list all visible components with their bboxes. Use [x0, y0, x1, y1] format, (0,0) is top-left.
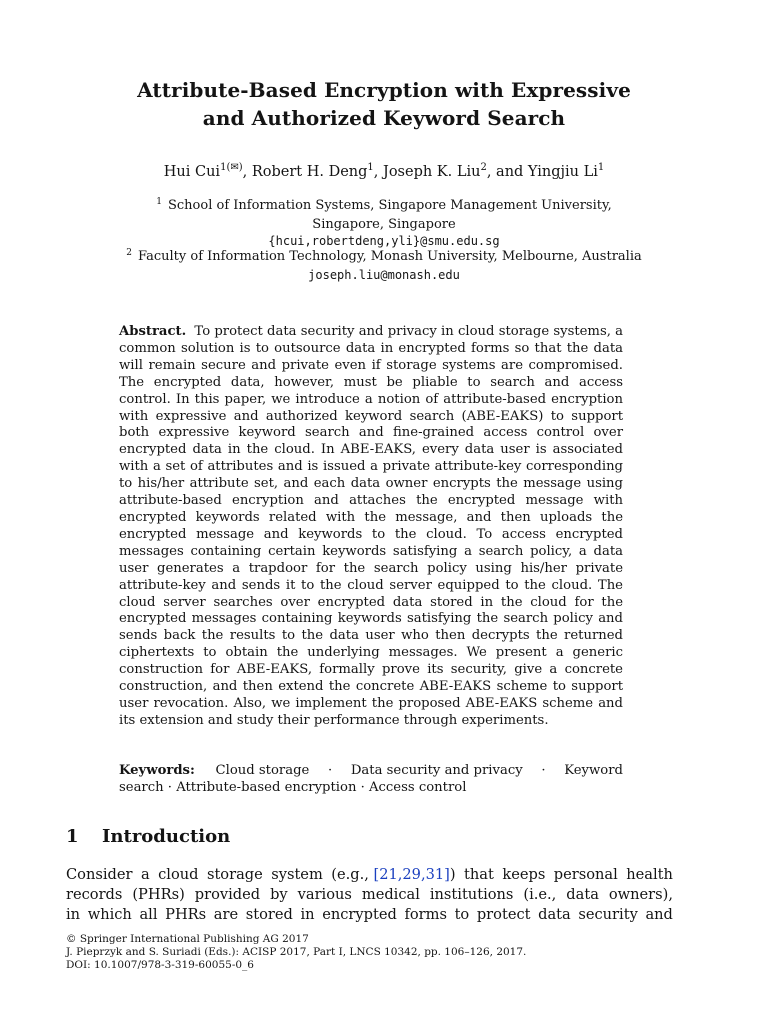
keyword: Cloud storage [215, 763, 310, 778]
author-affiliation-mark: 1 [367, 162, 374, 174]
title-line-1: Attribute-Based Encryption with Expressive [137, 78, 631, 102]
word: records [66, 886, 123, 903]
author-affiliation-mark: 1(✉) [220, 162, 243, 174]
keyword: Keyword [564, 763, 623, 778]
paper-title [60, 76, 708, 132]
word: protect [476, 906, 531, 923]
word: and [645, 906, 673, 923]
abstract-text: To protect data security and privacy in cloud storage systems, a common solution is to outsource data in encrypted forms so that the data will remain secure and private even if storage systems are compromised. The encrypted data, however, must be pliable to search and access control. In this paper, we introduce a notion of attribute-based encryption with expressive and authorized keyword search (ABE-EAKS) to support both expressive keyword search and fine-grained access control over encrypted data in the cloud. In ABE-EAKS, every data user is associated with a set of attributes and is issued a private attribute-key corresponding to his/her attribute set, and each data owner encrypts the message using attribute-based encryption and attaches the encrypted message with encrypted keywords related with the message, and then uploads the encrypted message and keywords to the cloud. To access encrypted messages containing certain keywords satisfying a search policy, a data user generates a trapdoor for the search policy using his/her private attribute-key and sends it to the cloud server equipped to the cloud. The cloud server searches over encrypted data stored in the cloud for the encrypted messages containing keywords satisfying the search policy and sends back the results to the data user who then decrypts the returned ciphertexts to obtain the underlying messages. We present a generic construction for ABE-EAKS, formally prove its security, give a concrete construction, and then extend the concrete ABE-EAKS scheme to support user revocation. Also, we implement the proposed ABE-EAKS scheme and its extension and study their performance through experiments. [119, 324, 623, 728]
word: data [538, 906, 571, 923]
keywords-label: Keywords: [119, 763, 195, 778]
intro-line-3 [66, 905, 673, 925]
author-list [60, 162, 708, 182]
keyword-separator: · [327, 763, 333, 778]
citation-group [331, 865, 455, 885]
author-name: , and Yingjiu Li [486, 164, 598, 180]
word: health [626, 866, 673, 883]
word: provided [194, 886, 261, 903]
word: ) [449, 866, 456, 883]
affiliation-text: Singapore, Singapore [312, 217, 456, 232]
citation-link[interactable]: [21,29,31] [373, 866, 450, 883]
word: Consider [66, 866, 133, 883]
citation-line: J. Pieprzyk and S. Suriadi (Eds.): ACISP 2017, Part I, LNCS 10342, pp. 106–126, 2017. [66, 946, 527, 958]
word: encrypted [322, 906, 397, 923]
word: medical [361, 886, 420, 903]
word: stored [245, 906, 293, 923]
affiliation-number: 1 [156, 197, 162, 207]
word: PHRs [165, 906, 207, 923]
word: a [140, 866, 150, 883]
affiliation-text: Faculty of Information Technology, Monash University, Melbourne, Australia [137, 249, 642, 264]
affiliation-1 [80, 197, 688, 250]
author-affiliation-mark: 2 [480, 162, 487, 174]
copyright-line: © Springer International Publishing AG 2017 [66, 933, 309, 945]
word: owners), [608, 886, 673, 903]
intro-paragraph [66, 865, 673, 925]
keywords-line-1 [119, 762, 623, 779]
word: forms [404, 906, 447, 923]
word: all [139, 906, 158, 923]
keywords [119, 762, 623, 796]
keyword-separator: · [541, 763, 546, 778]
word: in [300, 906, 315, 923]
title-line-2: and Authorized Keyword Search [202, 106, 566, 130]
intro-line-1 [66, 865, 673, 885]
keyword: Data security and privacy [350, 763, 523, 778]
word: keeps [502, 866, 546, 883]
affiliation-text: School of Information Systems, Singapore Management University, [168, 198, 612, 213]
abstract-label: Abstract. [119, 324, 187, 339]
abstract [119, 324, 623, 730]
word: institutions [429, 886, 514, 903]
intro-line-2 [66, 885, 673, 905]
word: various [297, 886, 352, 903]
word: personal [553, 866, 618, 883]
word: storage [206, 866, 263, 883]
word: which [87, 906, 132, 923]
keywords-line-2: search · Attribute-based encryption · Access control [119, 780, 467, 795]
section-title: Introduction [102, 826, 231, 847]
affiliation-number: 2 [126, 248, 132, 258]
word: to [454, 906, 470, 923]
author-name: , Robert H. Deng [242, 164, 368, 180]
section-number: 1 [66, 826, 79, 847]
word: cloud [158, 866, 199, 883]
word: in [66, 906, 81, 923]
publication-footer [66, 933, 526, 972]
author-name: , Joseph K. Liu [373, 164, 481, 180]
word: are [213, 906, 239, 923]
word: that [464, 866, 494, 883]
word: system [271, 866, 323, 883]
word: data [566, 886, 599, 903]
section-heading [66, 825, 230, 849]
author-name: Hui Cui [163, 164, 221, 180]
word: by [270, 886, 288, 903]
doi-line: DOI: 10.1007/978-3-319-60055-0_6 [66, 959, 254, 971]
affiliation-2 [80, 248, 688, 284]
word: (i.e., [523, 886, 557, 903]
word: security [578, 906, 638, 923]
affiliation-email: joseph.liu@monash.edu [308, 268, 460, 282]
word: (PHRs) [132, 886, 185, 903]
word: (e.g., [331, 866, 369, 883]
author-affiliation-mark: 1 [597, 162, 605, 174]
affiliation-email: {hcui,robertdeng,yli}@smu.edu.sg [268, 234, 500, 248]
